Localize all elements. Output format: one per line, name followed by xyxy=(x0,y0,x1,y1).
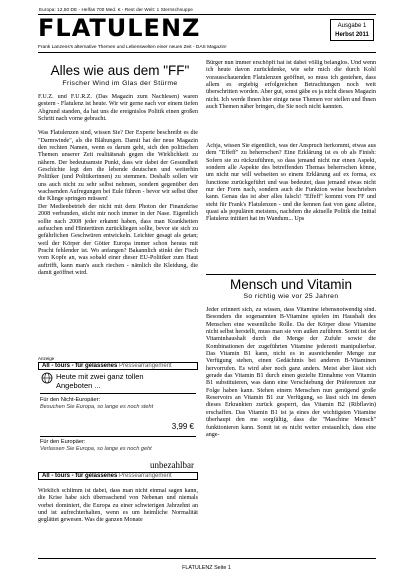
ad-offer1-title: Für den Nicht-Europäer: xyxy=(40,397,101,403)
paragraph: Der Medienbetrieb der nicht mit dem Photon der Finanzkrise 2008 verbunden, sticht mir noch immer in der Nase. Eigentlich sollte nach 2008 jeder erkannt haben, dass man Krankheiten aufsuchen und Hintertüren zurückliegen sollte, bevor sie sich zu gefährlichen Geschwüren entwickeln. Leichter gesagt als getan; weil der Körper der Götter Europa immer schon heraus mit Pracht fehlender ist. Wo anfangen? Bakannlich stinkt der Fisch vom Kopfe an, was sobald einer dieser EU-Politiker zum Haut auftrifft, kann man's auch riechen - nämlich die Kleidung, die damit geöffnet wird. xyxy=(38,203,198,276)
footer-rule xyxy=(38,558,376,559)
article2-title: Mensch und Vitamin xyxy=(229,277,353,292)
paragraph-gap xyxy=(38,123,198,130)
ad-headline-line1: Heute mit zwei ganz tollen xyxy=(56,372,144,381)
ad-offer1-text: Besuchen Sie Europa, so lange es noch steht xyxy=(40,404,154,410)
globe-icon xyxy=(41,372,53,384)
ad-offer2-text: Verlassen Sie Europa, so lange es noch geht xyxy=(40,446,152,452)
ad-separator xyxy=(40,436,196,437)
issue-number: Ausgabe 1 xyxy=(337,23,367,29)
section-rule xyxy=(206,274,376,275)
ad-headline xyxy=(56,372,144,390)
paragraph: Bürger nun immer erschöpft hat ist dabei völlig belanglos. Und wenn ich heute davon zurückdenke, wie sehr mich die durch Kohl vorausschauenden Flatulenzen geöffnet, so muss ich gestehen, dass allem es ergiebig erfolgreichen Betrachtungen noch weit überschritten worden. Aber gut, sonst gäbe es ja nicht dieses Magazin nicht. Ich werde Ihnen hier einige neue Themen vor stellen und Ihnen auch Themen näher bringen, die Sie noch nicht kannten. xyxy=(206,60,376,111)
ad-bar-bold: All - tours - für gelassenes xyxy=(42,363,118,369)
ad-offer2-title: Für den Europäer: xyxy=(40,439,86,445)
ad-label: Anzeige xyxy=(38,356,55,361)
paragraph: Achja, wissen Sie eigentlich, was der Anspruch herkommt, etwas aus dem "Effeff" zu beherrschen? Eine Erklärung ist es ob als Finish: Sofern sie zu rückzuführen, so dass jemand nicht nur einen Aspekt, sondern alle Aspekte des betreffenden Themas beherrschen könne, um nicht nur will webseiten so einem Erklärung auf ex forma, ex functione zurückgeführt und was bedeutet, dass jemand etwas nicht nur der Form nach, sondern auch die Funktion weise beschrieben kann. Genau das ist aber alles falsch! "Effeff" kommt vom FF und steht für Frank's Flatulenzen - und die kennen fast von ganz alleine, quasi als populären meistens, nachdem die aktuelle Politik die Initial Flatulenz initiiert hat im Wandum... Ups xyxy=(206,143,376,223)
page-footer: FLATULENZ Seite 1 xyxy=(182,565,231,571)
article2-body xyxy=(206,307,376,535)
article-body-left-bottom xyxy=(38,488,198,536)
issue-season: Herbst 2011 xyxy=(335,32,369,38)
ad-bar-dim: Pressearrangement xyxy=(119,363,172,369)
ad-top-bar xyxy=(38,362,198,370)
paragraph: Wirklich schlimm ist dabei, dass man nicht einmal sagen kann, die Krise habe sich überraschend von Nebenan und niemals vorbei dominiert, die Europa zu einer schwierigen Jahrzehnt an und ist aufrechterhalten, wenn es um heimliche Normalität geglättet gewesen. Was die ganzen Monate xyxy=(38,488,198,524)
article-title: Alles wie aus dem "FF" xyxy=(50,63,190,78)
issue-box xyxy=(330,19,374,41)
header-rule xyxy=(38,52,376,53)
article2-subtitle: So richtig wie vor 25 Jahren xyxy=(243,293,339,300)
ad-bottom-bar xyxy=(38,472,198,480)
ad-offer1 xyxy=(40,397,153,411)
ad-offer2-price: unbezahlbar xyxy=(150,460,194,470)
paragraph: Was Flatulenzen sind, wissen Sie? Der Experte beschreibt es die "Darmwinde", als die Blähungen. Damit hat der neue Magazin den rechten Namen, wenn es darum geht, sich den politischen Themen unserer Zeit realitätsnah gegen die Wirklichkeit zu nähern. Der bedeutsamste Punkt, dass wir dabei der Gesundheit Geschichte legt den die lebende deutschen und weiterhin Politiker (und Politikerinnen) zu stemmen. Deshalb sollen wir uns auch nicht zu sehr selbst nehmen, sondern gegenüber den wachsenden Aufregungen bei Eule führen - bevor wir selbst über die Klinge springen müssen! xyxy=(38,130,198,203)
masthead-title: FLATULENZ xyxy=(38,14,201,42)
article-subtitle: Frischer Wind im Glas der Stürme xyxy=(62,80,178,87)
advertisement xyxy=(38,356,198,486)
ad-offer2 xyxy=(40,439,152,453)
paragraph: F.U.Z. und F.U.R.Z. (Das Magazin zum Nachlesen) waren gestern - Flatulenz ist heute. Wir wir gerne nach vor einem tiefen Abgrund standen, da hat uns die ereignislos Politik einen großen Schritt nach vorne gebracht. xyxy=(38,94,198,123)
article-body-right-top xyxy=(206,60,376,140)
ad-bar-bold: All - tours - für gelassenes xyxy=(42,473,118,479)
ad-bar-dim: Pressearrangement xyxy=(119,473,172,479)
article-body-right-2 xyxy=(206,143,376,273)
paragraph: Jeder erinnert sich, zu wissen, dass Vitamine lebensnotwendig sind. Besonders die sogenannten B-Vitamine spielen im Haushalt des Menschen eine wesentliche Rolle. Da der Körper diese Vitamine nicht selbst herstellt, muss man sie von außen zuführen. Somit ist der Vitaminhaushalt durch die Menge der Zufuhr sowie die Kombinationen der zugeführten Vitamine jederzeit manipulierbar. Das Vitamin B1 kann, nicht es in ausreichender Menge zur Verfügung stehen, einen Gedächtnis bei anderen B-Vitaminen hervorrufen. Es wird aber noch ganz anders. Meist aber lässt sich gerade das Vitamin B1 durch einen gezielte Einnahme von Vitamin B1 substituieren, was dann eine Verschiebung der Präferenzen zur Folge haben kann. Stehen einem Menschen nun genügend große Reservoirs an Vitamin B1 zur Verfügung, so lässt sich im denen dieses Erkrankten zurück gesperrt, das Vitamin B2 (Ribflavin) erschaffen. Das Vitamin B1 ist ja eines der wichtigsten Vitamine überhaupt den me sorgfältig, dass die "Maschine Mensch" funktionieren kann. Somit ist es nicht weiter erstaunlich, dass eine ange- xyxy=(206,307,376,438)
ad-separator xyxy=(40,393,196,394)
ad-headline-line2: Angeboten ... xyxy=(56,381,101,390)
tagline: Frank Lanzens's alternative Themen und Lebenswelten einer neuen Zeit - DAS Magazin! xyxy=(38,45,227,50)
top-price-line: Europa: 12,50 DE - Helfas 700 Med. € - Rest der Welt: 1 Sternschnuppe xyxy=(39,7,193,12)
ad-offer1-price: 3,99 € xyxy=(171,422,194,431)
article-body-left xyxy=(38,94,198,356)
